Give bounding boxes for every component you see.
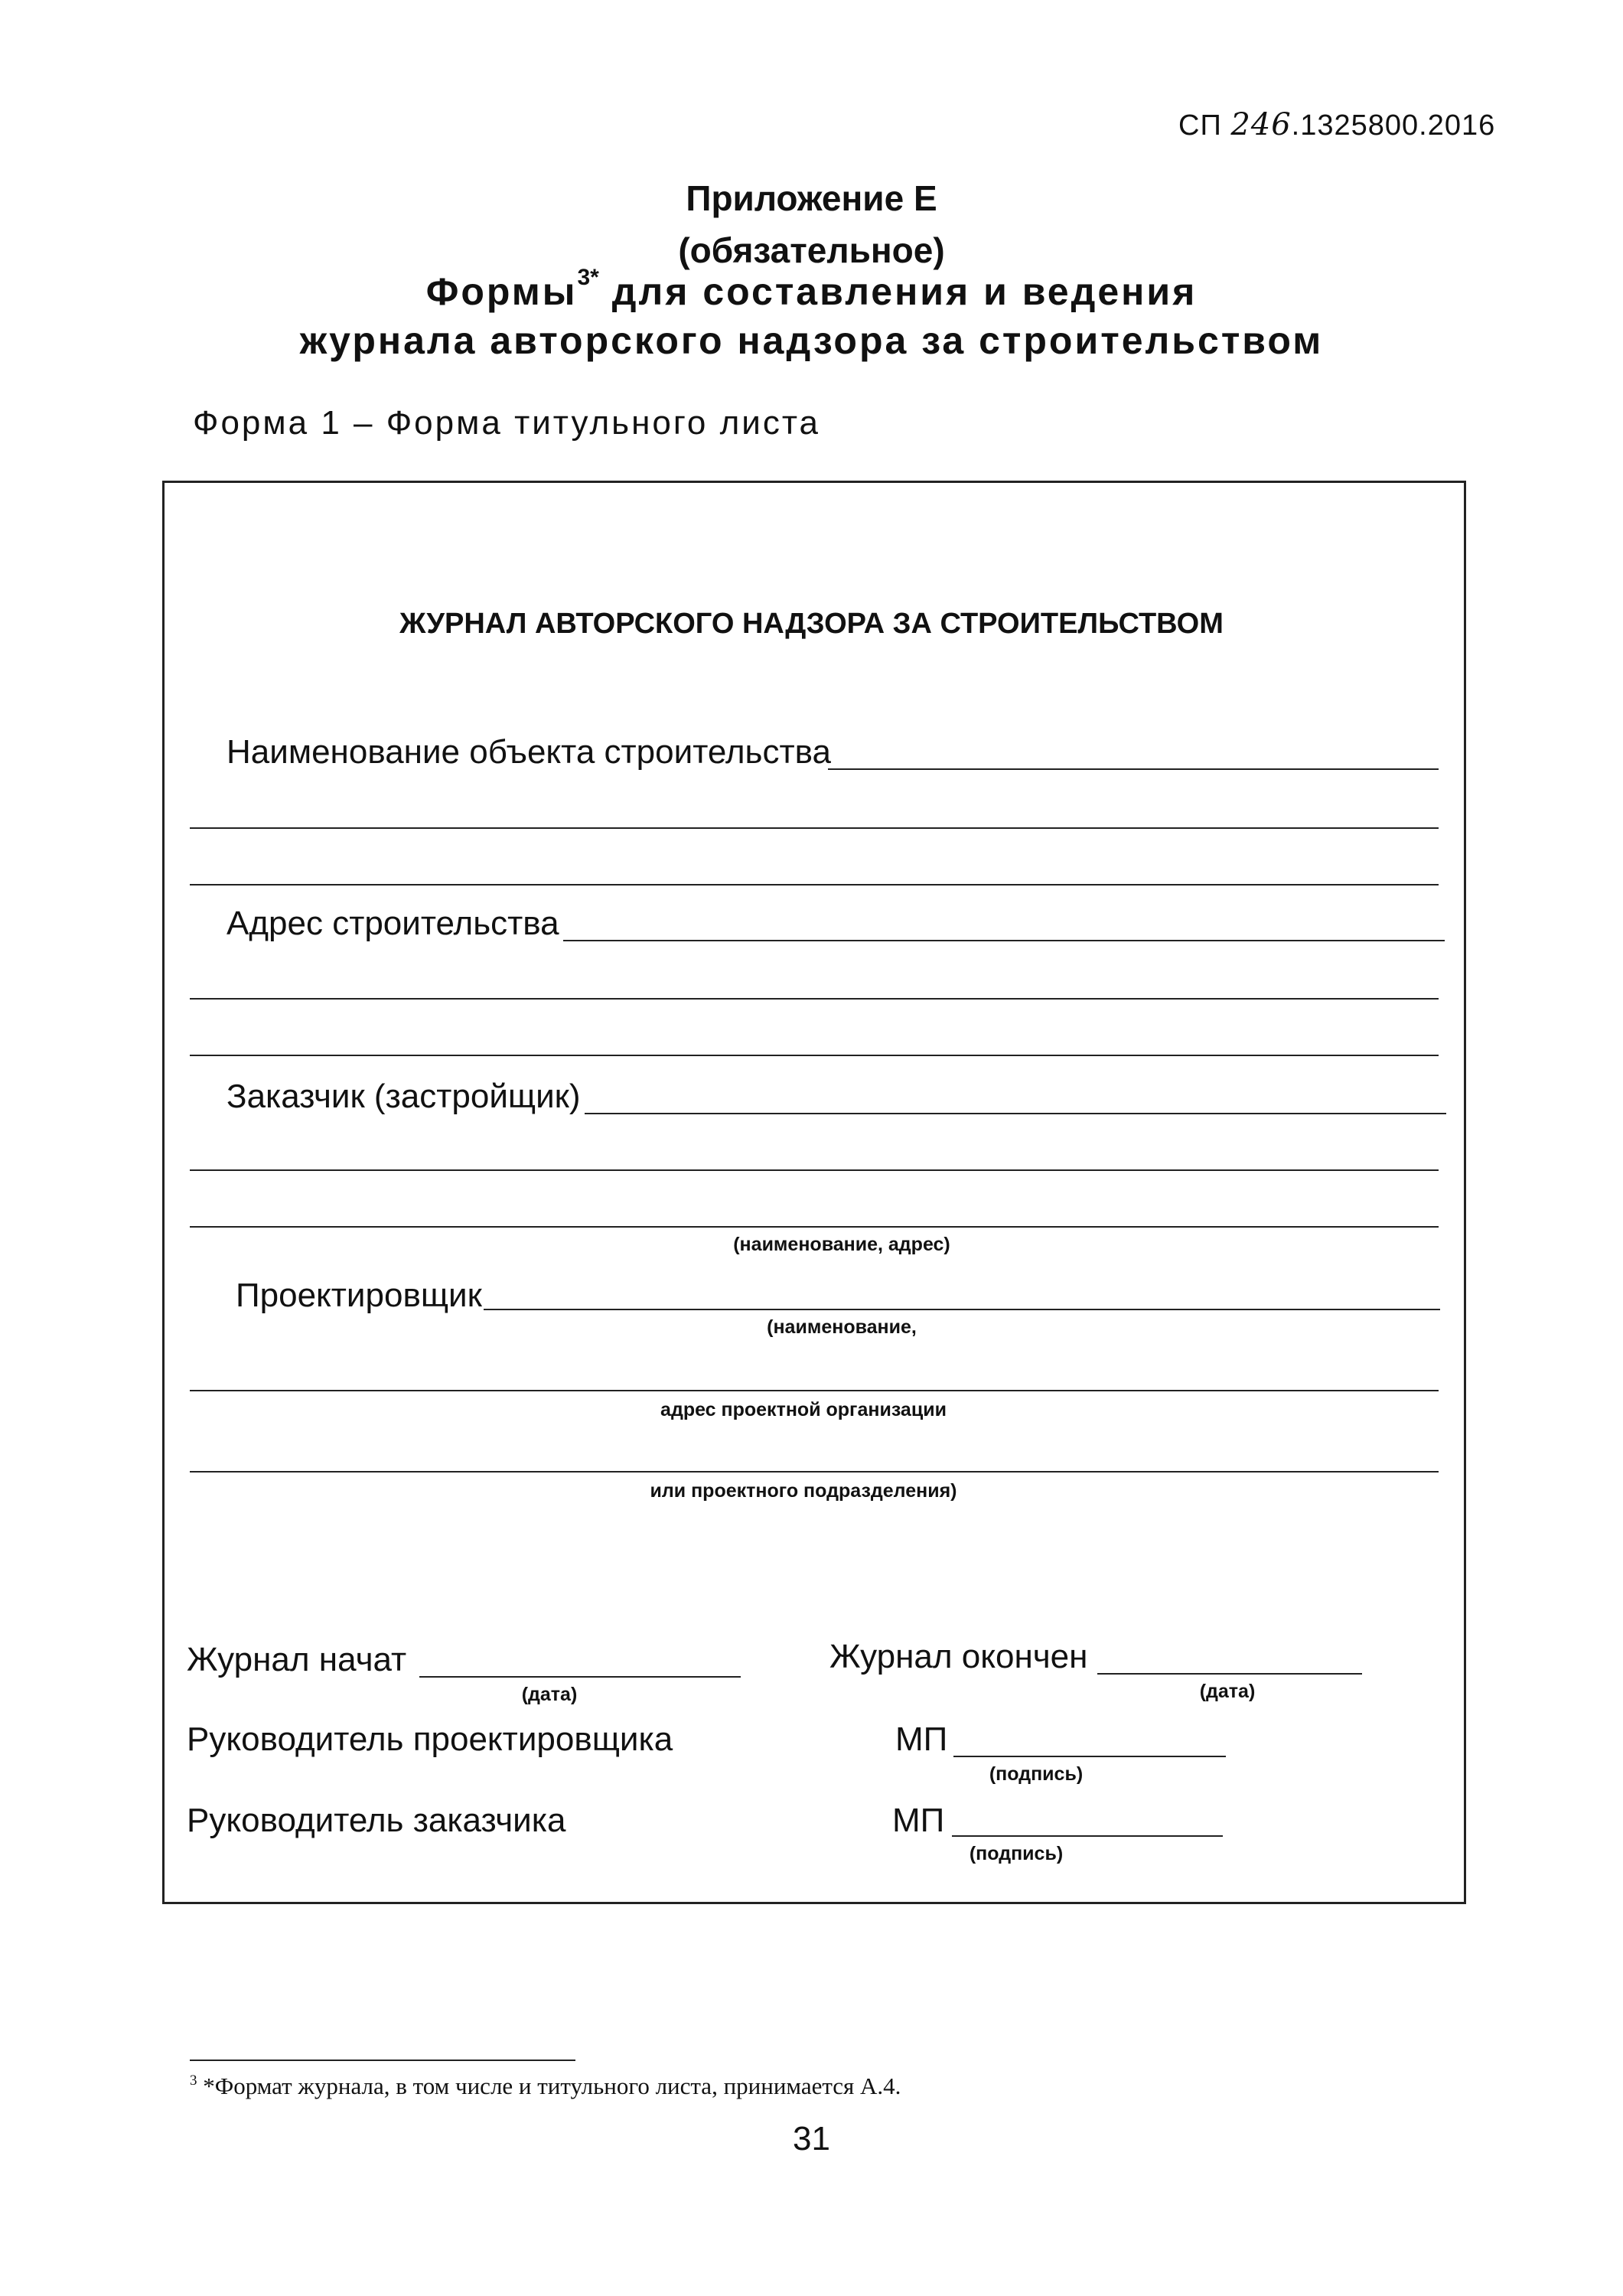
footnote	[190, 2073, 901, 2100]
designer-head-stamp: МП	[895, 1720, 948, 1758]
appendix-status: (обязательное)	[678, 230, 945, 270]
customer-head-signature-hint: (подпись)	[969, 1843, 1064, 1864]
address-field-line[interactable]	[563, 940, 1445, 941]
customer-field-line-2[interactable]	[190, 1169, 1439, 1171]
journal-title: ЖУРНАЛ АВТОРСКОГО НАДЗОРА ЗА СТРОИТЕЛЬСТВОМ	[399, 608, 1224, 640]
customer-head-label: Руководитель заказчика	[187, 1802, 566, 1839]
journal-ended-date-line[interactable]	[1097, 1673, 1362, 1675]
heading-footnote-mark: 3*	[577, 265, 599, 290]
designer-label: Проектировщик	[236, 1277, 482, 1314]
heading-line1-rest: для составления и ведения	[598, 270, 1198, 313]
designer-field-line[interactable]	[484, 1309, 1440, 1310]
object-name-field-line[interactable]	[828, 768, 1439, 770]
customer-field-line-3[interactable]	[190, 1226, 1439, 1228]
journal-ended-label: Журнал окончен	[829, 1638, 1088, 1675]
designer-head-label: Руководитель проектировщика	[187, 1720, 673, 1758]
designer-hint-1: (наименование,	[767, 1316, 917, 1338]
object-name-label: Наименование объекта строительства	[227, 733, 831, 771]
document-code	[1178, 107, 1495, 142]
appendix-title: Приложение Е	[686, 178, 937, 218]
object-name-field-line-3[interactable]	[190, 884, 1439, 885]
designer-head-signature-line[interactable]	[953, 1756, 1226, 1757]
customer-field-line[interactable]	[585, 1113, 1446, 1114]
customer-head-stamp: МП	[892, 1802, 945, 1839]
journal-started-hint: (дата)	[521, 1684, 578, 1705]
document-code-prefix: СП	[1178, 109, 1231, 142]
journal-started-label: Журнал начат	[187, 1641, 407, 1678]
appendix-heading-line2: журнала авторского надзора за строительством	[299, 319, 1324, 362]
footnote-text: *Формат журнала, в том числе и титульного листа, принимается А.4.	[197, 2073, 901, 2099]
form-caption: Форма 1 – Форма титульного листа	[193, 404, 821, 442]
address-field-line-2[interactable]	[190, 998, 1439, 1000]
heading-forms-word: Формы	[425, 270, 578, 313]
address-label: Адрес строительства	[227, 905, 559, 942]
page-number: 31	[793, 2120, 830, 2157]
journal-started-date-line[interactable]	[419, 1676, 741, 1678]
document-code-suffix: .1325800.2016	[1291, 109, 1496, 142]
document-code-handwritten-number: 246	[1230, 107, 1292, 142]
designer-hint-3: или проектного подразделения)	[650, 1480, 957, 1502]
designer-field-line-2[interactable]	[190, 1390, 1439, 1391]
designer-field-line-3[interactable]	[190, 1471, 1439, 1473]
address-field-line-3[interactable]	[190, 1055, 1439, 1056]
footnote-separator	[190, 2060, 575, 2061]
appendix-heading-line1	[0, 265, 1623, 314]
customer-label: Заказчик (застройщик)	[227, 1078, 581, 1115]
designer-head-signature-hint: (подпись)	[989, 1763, 1084, 1785]
journal-ended-hint: (дата)	[1199, 1681, 1256, 1702]
footnote-mark: 3	[190, 2073, 197, 2089]
customer-hint: (наименование, адрес)	[733, 1234, 950, 1255]
customer-head-signature-line[interactable]	[952, 1835, 1223, 1837]
object-name-field-line-2[interactable]	[190, 827, 1439, 829]
designer-hint-2: адрес проектной организации	[660, 1399, 947, 1420]
